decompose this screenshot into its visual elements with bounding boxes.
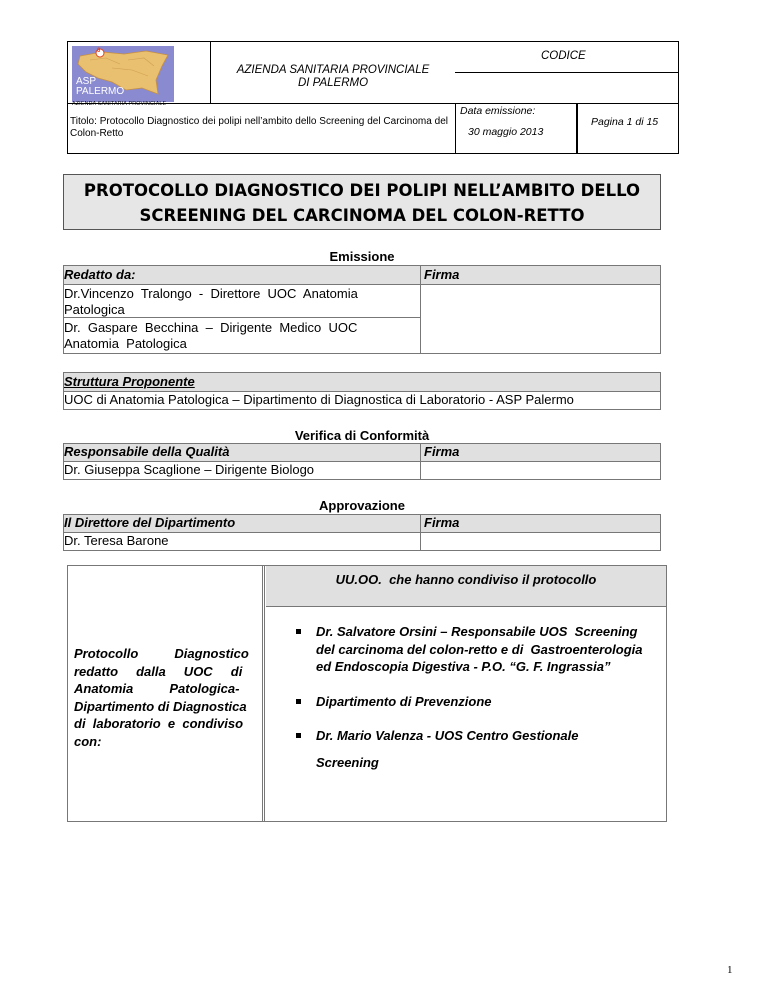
verifica-firma-label: Firma xyxy=(424,444,460,459)
org-line-2: DI PALERMO xyxy=(297,77,369,89)
page-indicator: Pagina 1 di 15 xyxy=(591,116,659,128)
logo-brand: ASP xyxy=(76,76,97,87)
condiviso-item-2 xyxy=(316,693,666,711)
direttore-value: Dr. Teresa Barone xyxy=(64,533,169,548)
logo-city: PALERMO xyxy=(76,86,125,97)
org-line-1: AZIENDA SANITARIA PROVINCIALE xyxy=(236,64,430,76)
codice-label: CODICE xyxy=(541,50,586,62)
verifica-firma-cell xyxy=(420,461,661,480)
condiviso-heading: UU.OO. che hanno condiviso il protocollo xyxy=(266,566,666,607)
main-title-line-1: PROTOCOLLO DIAGNOSTICO DEI POLIPI NELL’AMBITO DELLO xyxy=(83,181,641,200)
verifica-heading: Verifica di Conformità xyxy=(294,428,430,443)
organization-name xyxy=(213,64,453,90)
condiviso-description-line: Anatomia Patologica- xyxy=(74,681,240,696)
condiviso-item-3 xyxy=(316,727,666,771)
redatto-entry-1 xyxy=(64,286,418,318)
redatto-entry-1-line-2: Patologica xyxy=(64,302,125,317)
data-emissione-label: Data emissione: xyxy=(460,105,536,117)
condiviso-description-line: Dipartimento di Diagnostica xyxy=(74,698,247,714)
redatto-label: Redatto da: xyxy=(64,267,136,282)
header-divider xyxy=(455,103,456,154)
data-emissione-value: 30 maggio 2013 xyxy=(468,126,544,138)
bullet-icon xyxy=(296,699,301,704)
page-number: 1 xyxy=(727,964,733,976)
document-title-field: Titolo: Protocollo Diagnostico dei polipi nell’ambito dello Screening del Carcinoma del Colon-Retto xyxy=(70,116,448,139)
condiviso-item-line: Screening xyxy=(316,754,379,770)
approvazione-firma-label: Firma xyxy=(424,515,460,530)
condiviso-description-line: redatto dalla UOC di xyxy=(74,663,243,679)
condiviso-item-line: del carcinoma del colon-retto e di Gastroenterologia xyxy=(316,641,643,657)
condiviso-description xyxy=(74,645,250,750)
main-title xyxy=(63,174,661,230)
condiviso-item-line: Dr. Salvatore Orsini – Responsabile UOS Screening xyxy=(316,624,638,639)
redatto-entry-2-line-1: Dr. Gaspare Becchina – Dirigente Medico UOC xyxy=(64,320,358,335)
emissione-firma-label: Firma xyxy=(424,267,460,282)
redatto-entry-1-line-1: Dr.Vincenzo Tralongo - Direttore UOC Anatomia xyxy=(64,286,358,301)
bullet-icon xyxy=(296,733,301,738)
redatto-entry-2 xyxy=(64,320,418,352)
responsabile-qualita-label: Responsabile della Qualità xyxy=(64,444,230,459)
responsabile-qualita-value: Dr. Giuseppa Scaglione – Dirigente Biologo xyxy=(64,462,315,477)
condiviso-item-line: ed Endoscopia Digestiva - P.O. “G. F. Ingrassia” xyxy=(316,659,611,674)
main-title-line-2: SCREENING DEL CARCINOMA DEL COLON-RETTO xyxy=(139,206,585,225)
redatto-entry-2-line-2: Anatomia Patologica xyxy=(64,336,187,351)
header-divider xyxy=(455,72,679,73)
condiviso-divider xyxy=(262,565,263,822)
condiviso-item-1 xyxy=(316,623,666,676)
condiviso-divider xyxy=(264,565,265,822)
emissione-firma-cell xyxy=(420,284,661,354)
logo-subtitle: AZIENDA SANITARIA PROVINCIALE xyxy=(72,101,167,107)
direttore-label: Il Direttore del Dipartimento xyxy=(64,515,236,530)
emissione-heading: Emissione xyxy=(329,249,395,264)
struttura-label: Struttura Proponente xyxy=(64,374,195,389)
bullet-icon xyxy=(296,629,301,634)
header-divider xyxy=(576,103,578,154)
struttura-value: UOC di Anatomia Patologica – Dipartimento di Diagnostica di Laboratorio - ASP Palermo xyxy=(64,392,574,407)
header-divider xyxy=(210,41,211,104)
logo-badge: 6 xyxy=(97,48,101,54)
approvazione-heading: Approvazione xyxy=(319,498,405,513)
asp-logo xyxy=(72,46,174,102)
logo-text xyxy=(76,77,124,97)
condiviso-description-line: Protocollo Diagnostico xyxy=(74,646,249,661)
condiviso-description-line: di laboratorio e condiviso xyxy=(74,716,244,731)
condiviso-item-line: Dipartimento di Prevenzione xyxy=(316,694,492,709)
approvazione-firma-cell xyxy=(420,532,661,551)
condiviso-description-line: con: xyxy=(74,733,102,749)
condiviso-item-line: Dr. Mario Valenza - UOS Centro Gestionale xyxy=(316,728,579,743)
